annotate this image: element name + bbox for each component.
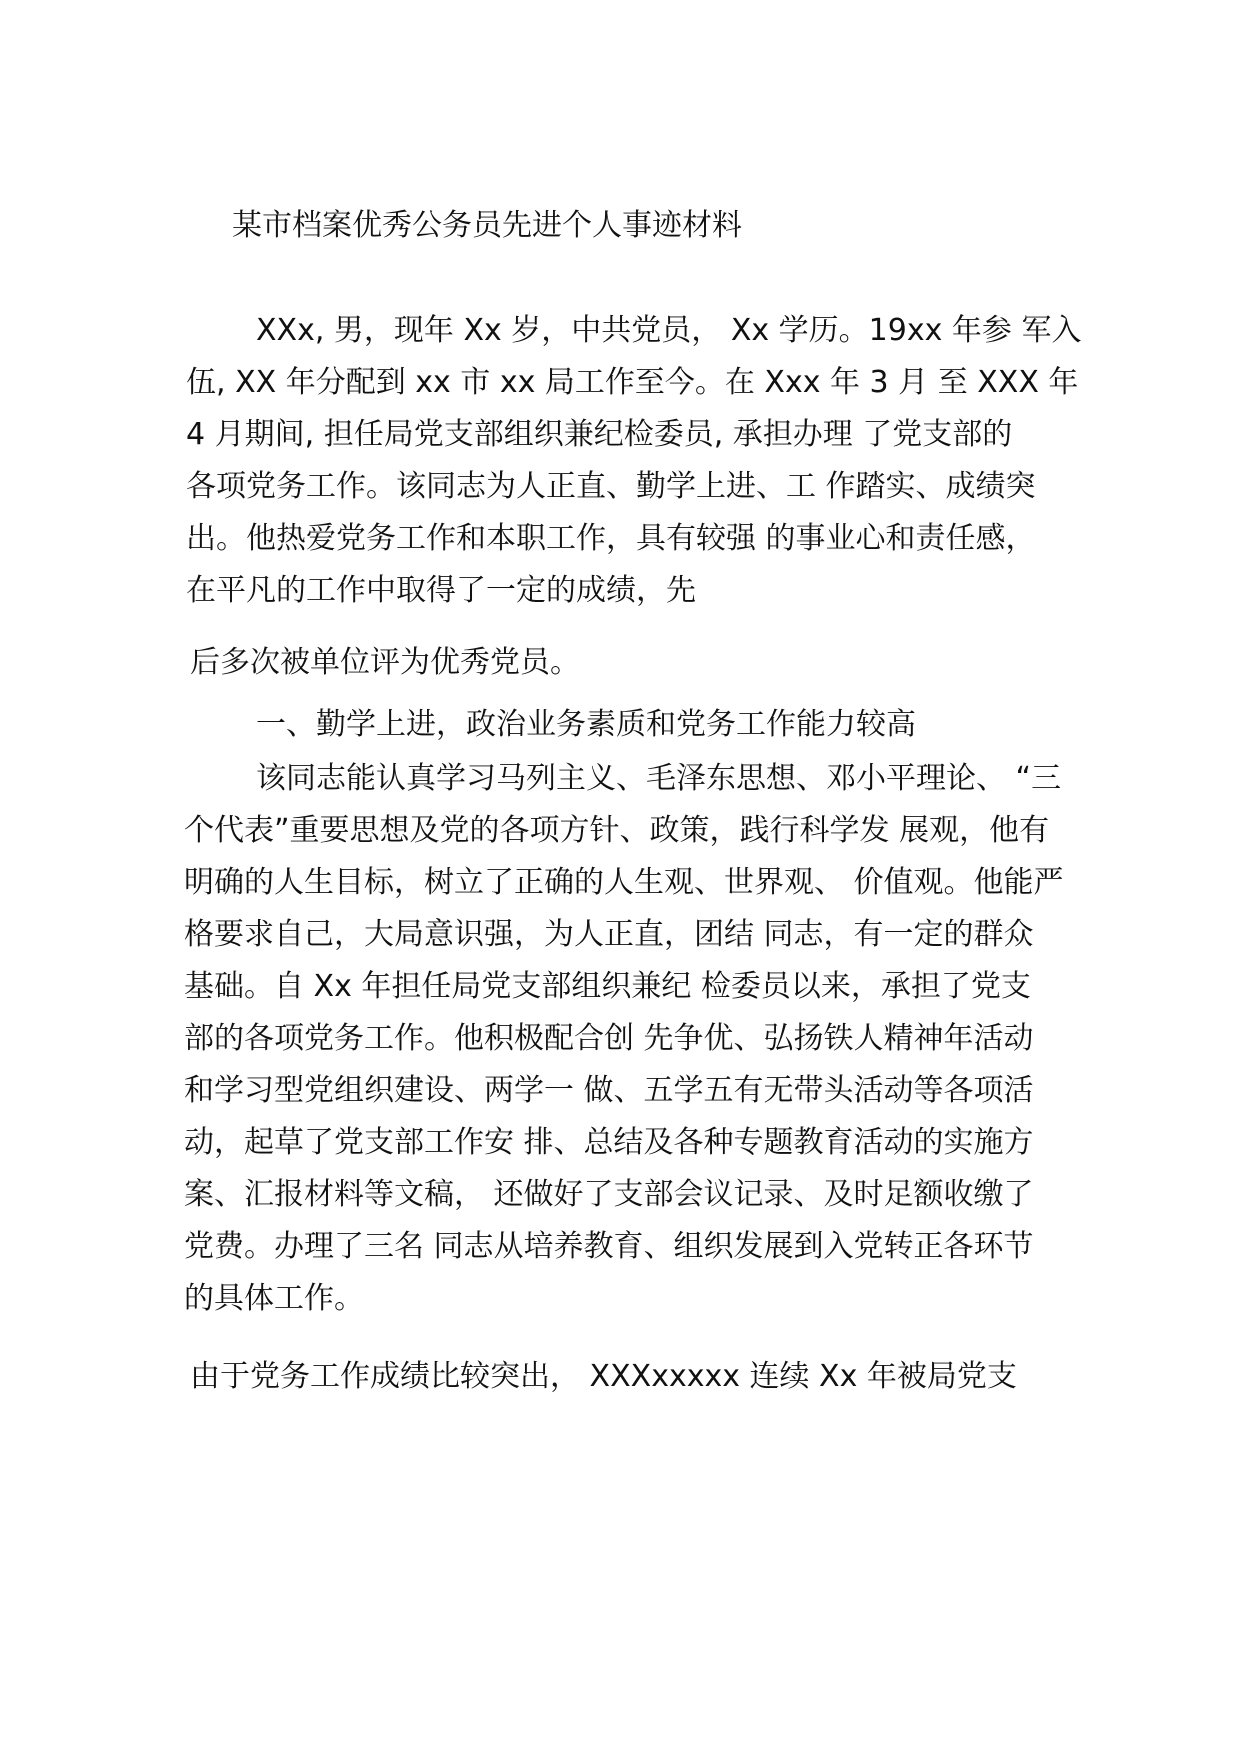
paragraph-1-line-1: XXx, 男，现年 Xx 岁，中共党员， Xx 学历。19xx 年参 军入 (256, 313, 1082, 348)
document-title: 某市档案优秀公务员先进个人事迹材料 (232, 208, 742, 243)
section-1-heading: 一、勤学上进，政治业务素质和党务工作能力较高 (256, 707, 916, 742)
paragraph-2-line-8: 动，起草了党支部工作安 排、总结及各种专题教育活动的实施方 (184, 1125, 1034, 1160)
paragraph-2-line-11: 的具体工作。 (184, 1281, 364, 1316)
paragraph-2-line-9: 案、汇报材料等文稿， 还做好了支部会议记录、及时足额收缴了 (184, 1177, 1034, 1212)
paragraph-2-line-4: 格要求自己，大局意识强，为人正直，团结 同志，有一定的群众 (184, 917, 1034, 952)
paragraph-2-line-7: 和学习型党组织建设、两学一 做、五学五有无带头活动等各项活 (184, 1073, 1034, 1108)
paragraph-1-line-5: 出。他热爱党务工作和本职工作，具有较强 的事业心和责任感， (186, 521, 1036, 556)
paragraph-2-line-2: 个代表”重要思想及党的各项方针、政策，践行科学发 展观，他有 (184, 813, 1050, 848)
paragraph-3: 由于党务工作成绩比较突出， XXXxxxxx 连续 Xx 年被局党支 (190, 1359, 1017, 1394)
paragraph-1-line-4: 各项党务工作。该同志为人正直、勤学上进、工 作踏实、成绩突 (186, 469, 1036, 504)
paragraph-2-line-1: 该同志能认真学习马列主义、毛泽东思想、邓小平理论、 “三 (256, 761, 1062, 796)
paragraph-2-line-5: 基础。自 Xx 年担任局党支部组织兼纪 检委员以来，承担了党支 (184, 969, 1031, 1004)
paragraph-2-line-6: 部的各项党务工作。他积极配合创 先争优、弘扬铁人精神年活动 (184, 1021, 1034, 1056)
paragraph-2-line-10: 党费。办理了三名 同志从培养教育、组织发展到入党转正各环节 (184, 1229, 1034, 1264)
paragraph-1-tail: 后多次被单位评为优秀党员。 (190, 645, 580, 680)
paragraph-2-line-3: 明确的人生目标，树立了正确的人生观、世界观、 价值观。他能严 (184, 865, 1064, 900)
paragraph-1-line-3: 4 月期间, 担任局党支部组织兼纪检委员, 承担办理 了党支部的 (186, 417, 1013, 452)
paragraph-1-line-6: 在平凡的工作中取得了一定的成绩，先 (186, 573, 696, 608)
paragraph-1-line-2: 伍, XX 年分配到 xx 市 xx 局工作至今。在 Xxx 年 3 月 至 XXX 年 (186, 365, 1079, 400)
